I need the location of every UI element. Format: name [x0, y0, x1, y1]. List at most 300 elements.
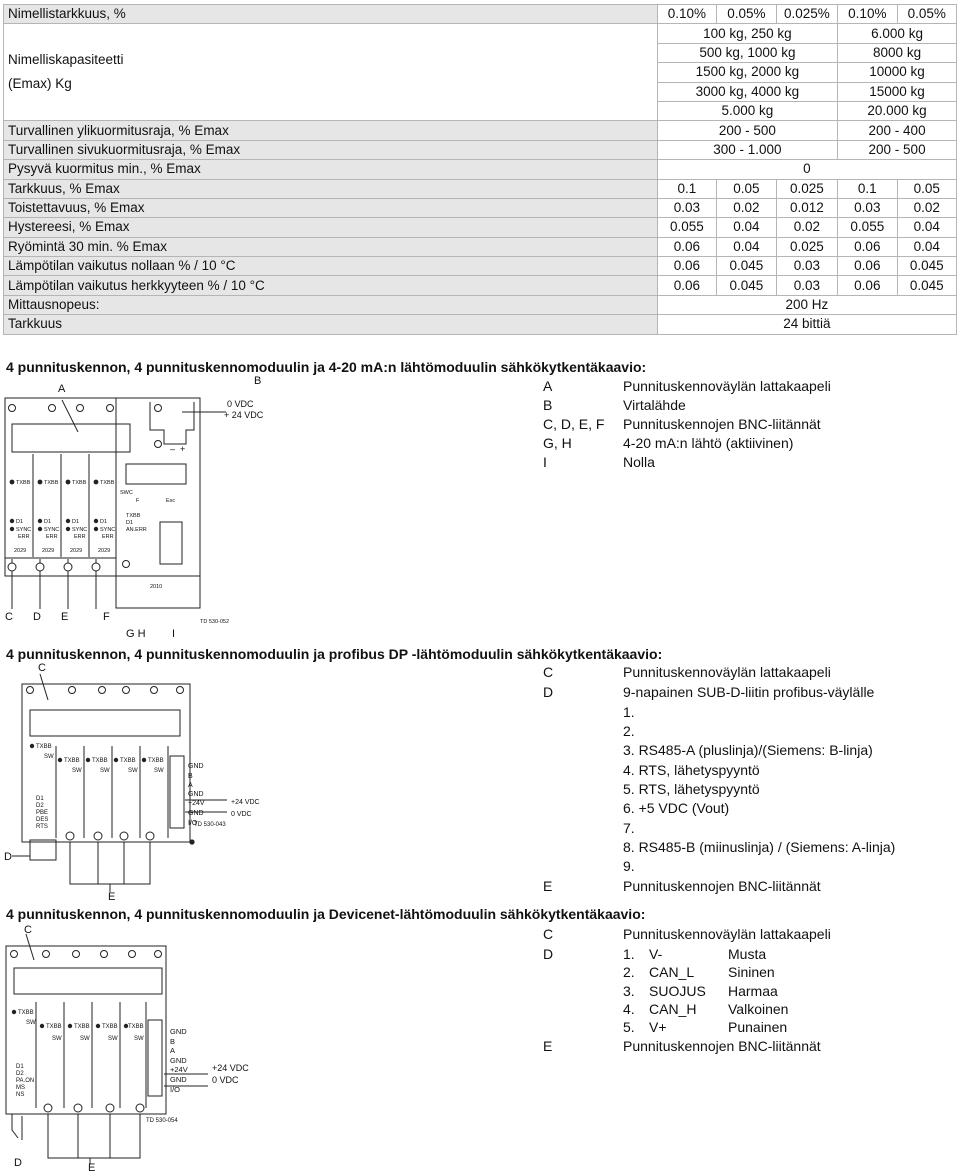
- cell: 0.03: [657, 198, 716, 217]
- cell: 100 kg, 250 kg: [657, 24, 837, 43]
- cell: 0.06: [657, 276, 716, 295]
- led-label: RTS: [36, 824, 48, 830]
- bnc-connector-icon: [44, 1104, 52, 1112]
- txbb-label: TXBB: [36, 744, 52, 750]
- led-icon: [114, 758, 118, 762]
- led-icon: [96, 1024, 100, 1028]
- txbb-label: TXBB: [102, 1024, 118, 1030]
- wire-signal: CAN_L: [649, 964, 695, 980]
- cell: 0.06: [838, 257, 897, 276]
- cell: 0.1: [657, 179, 716, 198]
- wire-number: 2.: [623, 964, 635, 980]
- legend-text: Punnituskennojen BNC-liitännät: [623, 878, 821, 894]
- d1-label: D1: [44, 519, 52, 525]
- legend-text: Nolla: [623, 454, 655, 470]
- label-c: C: [24, 924, 32, 936]
- led-icon: [68, 1024, 72, 1028]
- wiring-diagram-3: [0, 920, 270, 1171]
- legend-item: [543, 839, 953, 859]
- table-row: [4, 315, 957, 334]
- row-label: Lämpötilan vaikutus herkkyyteen % / 10 °C: [4, 276, 658, 295]
- screw-icon: [11, 951, 18, 958]
- wire-signal: V-: [649, 946, 663, 962]
- legend-key: D: [543, 684, 554, 700]
- cell: 0.02: [717, 198, 776, 217]
- txbb-label: TXBB: [120, 758, 136, 764]
- led-label: PA.ON: [16, 1078, 35, 1084]
- screw-icon: [69, 687, 76, 694]
- wire-signal: CAN_H: [649, 1001, 697, 1017]
- module-number: 2029: [70, 548, 83, 554]
- wire-number: 5.: [623, 1019, 635, 1035]
- led-label: D2: [16, 1071, 24, 1077]
- leader-line-c: [26, 934, 34, 960]
- cell: 0.06: [657, 257, 716, 276]
- err-label: ERR: [46, 534, 58, 540]
- legend-text: 4-20 mA:n lähtö (aktiivinen): [623, 435, 794, 451]
- label-d: D: [4, 851, 12, 863]
- terminal-block: [116, 576, 200, 608]
- screw-icon: [43, 951, 50, 958]
- row-label: Turvallinen sivukuormitusraja, % Emax: [4, 140, 658, 159]
- specifications-table: [3, 4, 957, 335]
- txbb-label: TXBB: [44, 480, 59, 486]
- led-icon: [10, 480, 15, 485]
- cell: 5.000 kg: [657, 101, 837, 120]
- txbb-label: TXBB: [18, 1010, 34, 1016]
- legend-text: 3. RS485-A (pluslinja)/(Siemens: B-linja): [623, 742, 873, 758]
- swc-label: SWC: [120, 490, 133, 496]
- wire-row: [623, 983, 823, 1003]
- bnc-connector-icon: [36, 563, 44, 571]
- legend-item: [543, 858, 953, 878]
- screw-icon: [151, 687, 158, 694]
- table-row: [4, 121, 957, 140]
- capacity-label: [4, 24, 658, 121]
- terminal-block: [148, 1020, 162, 1096]
- bnc-leaders: [70, 842, 150, 892]
- legend-key: C, D, E, F: [543, 416, 605, 432]
- legend-text: 7.: [623, 820, 635, 836]
- display-window: [14, 968, 162, 994]
- sw-label: SW: [72, 768, 82, 774]
- an-err-label: AN.ERR: [126, 527, 147, 533]
- table-row: [4, 257, 957, 276]
- cell: 0.012: [776, 198, 838, 217]
- row-label: Pysyvä kuormitus min., % Emax: [4, 160, 658, 179]
- leader-line-c: [40, 674, 48, 700]
- terminal-a: A: [188, 782, 193, 789]
- legend-key: A: [543, 378, 553, 394]
- screw-icon: [123, 561, 130, 568]
- txbb-label: TXBB: [46, 1024, 62, 1030]
- cell: 0.045: [717, 257, 776, 276]
- cell: 0.025: [776, 179, 838, 198]
- row-label: Lämpötilan vaikutus nollaan % / 10 °C: [4, 257, 658, 276]
- wire-color: Musta: [728, 946, 767, 962]
- cell: 200 - 500: [657, 121, 837, 140]
- led-icon: [38, 527, 42, 531]
- module-number: 2029: [14, 548, 27, 554]
- bnc-connector-icon: [94, 832, 102, 840]
- label-c: C: [38, 662, 46, 674]
- table-row: [4, 198, 957, 217]
- legend-item: [543, 435, 953, 455]
- plus-terminal: +: [180, 444, 186, 454]
- table-row: [4, 218, 957, 237]
- module-number: 2029: [42, 548, 55, 554]
- d1-label: D1: [126, 520, 134, 526]
- table-row: [4, 295, 957, 314]
- cell: 0.04: [897, 218, 956, 237]
- led-display: [126, 464, 186, 484]
- led-icon: [12, 1010, 16, 1014]
- wire-signal: SUOJUS: [649, 983, 706, 999]
- minus-terminal: –: [170, 444, 176, 454]
- table-row: [4, 160, 957, 179]
- led-label: D1: [16, 1064, 24, 1070]
- bnc-connector-icon: [92, 563, 100, 571]
- sync-label: SYNC: [100, 527, 116, 533]
- terminal-gnd: GND: [188, 763, 204, 770]
- legend-text: 4. RTS, lähetyspyyntö: [623, 762, 760, 778]
- cell: 0.05: [897, 179, 956, 198]
- legend-item: [543, 781, 953, 801]
- label-24vdc: + 24 VDC: [224, 410, 264, 420]
- legend-text: 8. RS485-B (miinuslinja) / (Siemens: A-linja): [623, 839, 896, 855]
- wire-color: Harmaa: [728, 983, 778, 999]
- legend-item: [543, 704, 953, 724]
- sw-label: SW: [128, 768, 138, 774]
- label-e: E: [108, 891, 116, 903]
- wiring-diagram-2: [0, 660, 270, 904]
- row-label: Mittausnopeus:: [4, 295, 658, 314]
- wire-number: 1.: [623, 946, 635, 962]
- output-module-housing: [116, 398, 200, 576]
- legend-item: [543, 762, 953, 782]
- legend-text: Punnituskennoväylän lattakaapeli: [623, 664, 831, 680]
- label-c: C: [5, 611, 13, 623]
- module-number: 2029: [98, 548, 111, 554]
- legend-text: Punnituskennojen BNC-liitännät: [623, 1038, 821, 1054]
- label-e: E: [88, 1162, 96, 1171]
- wire-row: [623, 964, 823, 984]
- legend-key: B: [543, 397, 553, 413]
- cell: 0: [657, 160, 956, 179]
- table-row: [4, 24, 957, 43]
- led-label: PBE: [36, 810, 49, 816]
- cell: 500 kg, 1000 kg: [657, 43, 837, 62]
- led-icon: [142, 758, 146, 762]
- devicenet-connector: [12, 1114, 22, 1140]
- sw-label: SW: [52, 1036, 62, 1042]
- led-label: MS: [16, 1085, 25, 1091]
- legend-item: [543, 378, 953, 398]
- label-gh: G H: [126, 628, 146, 640]
- wire-color: Punainen: [728, 1019, 788, 1035]
- screw-icon: [9, 405, 16, 412]
- table-row: [4, 140, 957, 159]
- terminal-24v: +24V: [170, 1065, 188, 1074]
- legend-item: [543, 684, 953, 704]
- txbb-label: TXBB: [92, 758, 108, 764]
- wire-row: [623, 1019, 823, 1039]
- table-row: [4, 237, 957, 256]
- screw-icon: [155, 405, 162, 412]
- terminal-io: I/O: [170, 1085, 181, 1094]
- sub-d-connector: [30, 840, 56, 860]
- bnc-connector-icon: [106, 1104, 114, 1112]
- row-label: Tarkkuus, % Emax: [4, 179, 658, 198]
- cell: 0.03: [838, 198, 897, 217]
- err-label: ERR: [74, 534, 86, 540]
- wire-color: Valkoinen: [728, 1001, 789, 1017]
- screw-icon: [73, 951, 80, 958]
- label-0vdc: 0 VDC: [231, 811, 252, 818]
- legend-item: [543, 800, 953, 820]
- row-label: Turvallinen ylikuormitusraja, % Emax: [4, 121, 658, 140]
- sw-label: SW: [154, 768, 164, 774]
- legend-item: [543, 454, 953, 474]
- row-label: Toistettavuus, % Emax: [4, 198, 658, 217]
- led-label: DES: [36, 817, 49, 823]
- err-label: ERR: [102, 534, 114, 540]
- display-window: [12, 424, 130, 452]
- legend-item: [543, 664, 953, 684]
- cell: 10000 kg: [838, 63, 957, 82]
- bnc-connector-icon: [64, 563, 72, 571]
- legend-text: 2.: [623, 723, 635, 739]
- cell: 0.045: [897, 276, 956, 295]
- led-icon: [86, 758, 90, 762]
- capacity-label-line2: (Emax) Kg: [8, 76, 72, 92]
- row-label: Hystereesi, % Emax: [4, 218, 658, 237]
- terminal-b: B: [188, 773, 193, 780]
- txbb-label: TXBB: [72, 480, 87, 486]
- terminal-gnd: GND: [188, 791, 204, 798]
- label-d: D: [14, 1157, 22, 1169]
- drawing-number: TD 530-052: [200, 619, 230, 625]
- bnc-connector-icon: [8, 563, 16, 571]
- bnc-connector-icon: [74, 1104, 82, 1112]
- d1-label: D1: [100, 519, 108, 525]
- terminal-block: [170, 756, 184, 828]
- table-row: [4, 276, 957, 295]
- sync-label: SYNC: [72, 527, 88, 533]
- led-icon: [10, 527, 14, 531]
- legend-text: 6. +5 VDC (Vout): [623, 800, 730, 816]
- cell: 0.06: [838, 276, 897, 295]
- label-0vdc: 0 VDC: [227, 399, 254, 409]
- drawing-number: TD 530-043: [194, 822, 226, 828]
- label-0vdc: 0 VDC: [212, 1075, 239, 1085]
- status-dot-icon: [189, 839, 194, 844]
- cell: 0.10%: [838, 5, 897, 24]
- screw-icon: [27, 687, 34, 694]
- wire-number: 4.: [623, 1001, 635, 1017]
- screw-icon: [77, 405, 84, 412]
- cell: 15000 kg: [838, 82, 957, 101]
- legend-text: Punnituskennoväylän lattakaapeli: [623, 926, 831, 942]
- cell: 20.000 kg: [838, 101, 957, 120]
- led-icon: [94, 480, 99, 485]
- txbb-label: TXBB: [148, 758, 164, 764]
- wire-row: [623, 1001, 823, 1021]
- legend-item: [543, 723, 953, 743]
- cell: 0.02: [776, 218, 838, 237]
- led-icon: [66, 527, 70, 531]
- cell: 0.05: [717, 179, 776, 198]
- cell: 300 - 1.000: [657, 140, 837, 159]
- terminal-b: B: [170, 1037, 176, 1046]
- screw-icon: [129, 951, 136, 958]
- bnc-connector-icon: [146, 832, 154, 840]
- led-icon: [10, 519, 14, 523]
- legend-text: Punnituskennoväylän lattakaapeli: [623, 378, 831, 394]
- section3-heading: 4 punnituskennon, 4 punnituskennomoduulin ja Devicenet-lähtömoduulin sähkökytkentäkaavio:: [6, 906, 646, 922]
- drawing-number: TD 530-054: [146, 1118, 178, 1124]
- d1-label: D1: [72, 519, 80, 525]
- label-a: A: [58, 383, 66, 395]
- legend-key: G, H: [543, 435, 572, 451]
- legend-item: [543, 926, 953, 946]
- bnc-connector-icon: [120, 832, 128, 840]
- screw-icon: [99, 687, 106, 694]
- led-label: D1: [36, 796, 44, 802]
- sw-label: SW: [44, 754, 54, 760]
- legend-item: [543, 397, 953, 417]
- module-number: 2010: [150, 584, 163, 590]
- legend-key: E: [543, 878, 553, 894]
- sw-label: SW: [100, 768, 110, 774]
- txbb-label: TXBB: [74, 1024, 90, 1030]
- err-label: ERR: [18, 534, 30, 540]
- label-e: E: [61, 611, 69, 623]
- row-label: Tarkkuus: [4, 315, 658, 334]
- cell: 0.1: [838, 179, 897, 198]
- legend-key: E: [543, 1038, 553, 1054]
- cell: 200 Hz: [657, 295, 956, 314]
- label-b: B: [254, 375, 262, 387]
- cell: 0.04: [717, 237, 776, 256]
- section1-heading: 4 punnituskennon, 4 punnituskennomoduulin ja 4-20 mA:n lähtömoduulin sähkökytkentäkaavio:: [6, 359, 647, 375]
- f-key-label: F: [136, 498, 140, 504]
- cell: 0.055: [657, 218, 716, 237]
- legend-item: [543, 742, 953, 762]
- section3-legend: [543, 926, 953, 1066]
- legend-key: D: [543, 946, 554, 962]
- leader-line-a: [62, 400, 78, 432]
- led-icon: [38, 480, 43, 485]
- legend-item: [543, 820, 953, 840]
- d1-label: D1: [16, 519, 24, 525]
- table-row: [4, 5, 957, 24]
- legend-text: Punnituskennojen BNC-liitännät: [623, 416, 821, 432]
- txbb-label: TXBB: [126, 513, 141, 519]
- cell: 3000 kg, 4000 kg: [657, 82, 837, 101]
- section2-heading: 4 punnituskennon, 4 punnituskennomoduulin ja profibus DP -lähtömoduulin sähkökytkentäkaavio:: [6, 646, 663, 662]
- terminal-gnd: GND: [188, 810, 204, 817]
- wire-color: Sininen: [728, 964, 775, 980]
- label-24vdc: +24 VDC: [231, 799, 260, 806]
- row-label: Nimellistarkkuus, %: [4, 5, 658, 24]
- cell: 0.04: [717, 218, 776, 237]
- screw-icon: [101, 951, 108, 958]
- screw-icon: [107, 405, 114, 412]
- cell: 0.06: [657, 237, 716, 256]
- label-d: D: [33, 611, 41, 623]
- legend-key: I: [543, 454, 547, 470]
- wiring-diagram-1: [0, 372, 290, 640]
- legend-key: C: [543, 664, 554, 680]
- led-icon: [94, 519, 98, 523]
- legend-text: 9.: [623, 858, 635, 874]
- legend-item: [543, 1038, 953, 1058]
- cell: 0.025%: [776, 5, 838, 24]
- led-icon: [94, 527, 98, 531]
- txbb-label: TXBB: [16, 480, 31, 486]
- module-panel: [160, 522, 182, 564]
- sw-label: SW: [108, 1036, 118, 1042]
- wire-row: [623, 946, 823, 966]
- screw-icon: [177, 687, 184, 694]
- wire-number: 3.: [623, 983, 635, 999]
- terminal-gnd: GND: [170, 1056, 187, 1065]
- cell: 0.025: [776, 237, 838, 256]
- cell: 200 - 500: [838, 140, 957, 159]
- label-f: F: [103, 611, 110, 623]
- legend-item: [543, 946, 563, 966]
- terminal-gnd: GND: [170, 1075, 187, 1084]
- esc-key-label: Esc: [166, 498, 176, 504]
- screw-icon: [123, 687, 130, 694]
- cell: 8000 kg: [838, 43, 957, 62]
- led-label: D2: [36, 803, 44, 809]
- cell: 24 bittiä: [657, 315, 956, 334]
- capacity-label-line1: Nimelliskapasiteetti: [8, 52, 124, 68]
- bnc-leaders: [12, 559, 96, 609]
- legend-text: 5. RTS, lähetyspyyntö: [623, 781, 760, 797]
- sw-label: SW: [80, 1036, 90, 1042]
- terminal-24v: +24V: [188, 800, 205, 807]
- txbb-label: TXBB: [64, 758, 80, 764]
- cell: 0.02: [897, 198, 956, 217]
- bnc-connector-icon: [136, 1104, 144, 1112]
- led-icon: [66, 519, 70, 523]
- label-24vdc: +24 VDC: [212, 1063, 249, 1073]
- led-icon: [40, 1024, 44, 1028]
- bnc-connector-icon: [66, 832, 74, 840]
- label-i: I: [172, 628, 176, 640]
- terminal-io: I/O: [188, 820, 198, 827]
- sync-label: SYNC: [16, 527, 32, 533]
- cell: 0.055: [838, 218, 897, 237]
- cell: 0.04: [897, 237, 956, 256]
- txbb-label: TXBB: [128, 1024, 144, 1030]
- cell: 0.06: [838, 237, 897, 256]
- legend-text: Virtalähde: [623, 397, 686, 413]
- terminal-a: A: [170, 1046, 176, 1055]
- screw-icon: [155, 951, 162, 958]
- cell: 1500 kg, 2000 kg: [657, 63, 837, 82]
- legend-text: 1.: [623, 704, 635, 720]
- txbb-label: TXBB: [100, 480, 115, 486]
- legend-item: [543, 416, 953, 436]
- sw-label: SW: [134, 1036, 144, 1042]
- led-label: NS: [16, 1092, 25, 1098]
- cell: 0.03: [776, 257, 838, 276]
- sync-label: SYNC: [44, 527, 60, 533]
